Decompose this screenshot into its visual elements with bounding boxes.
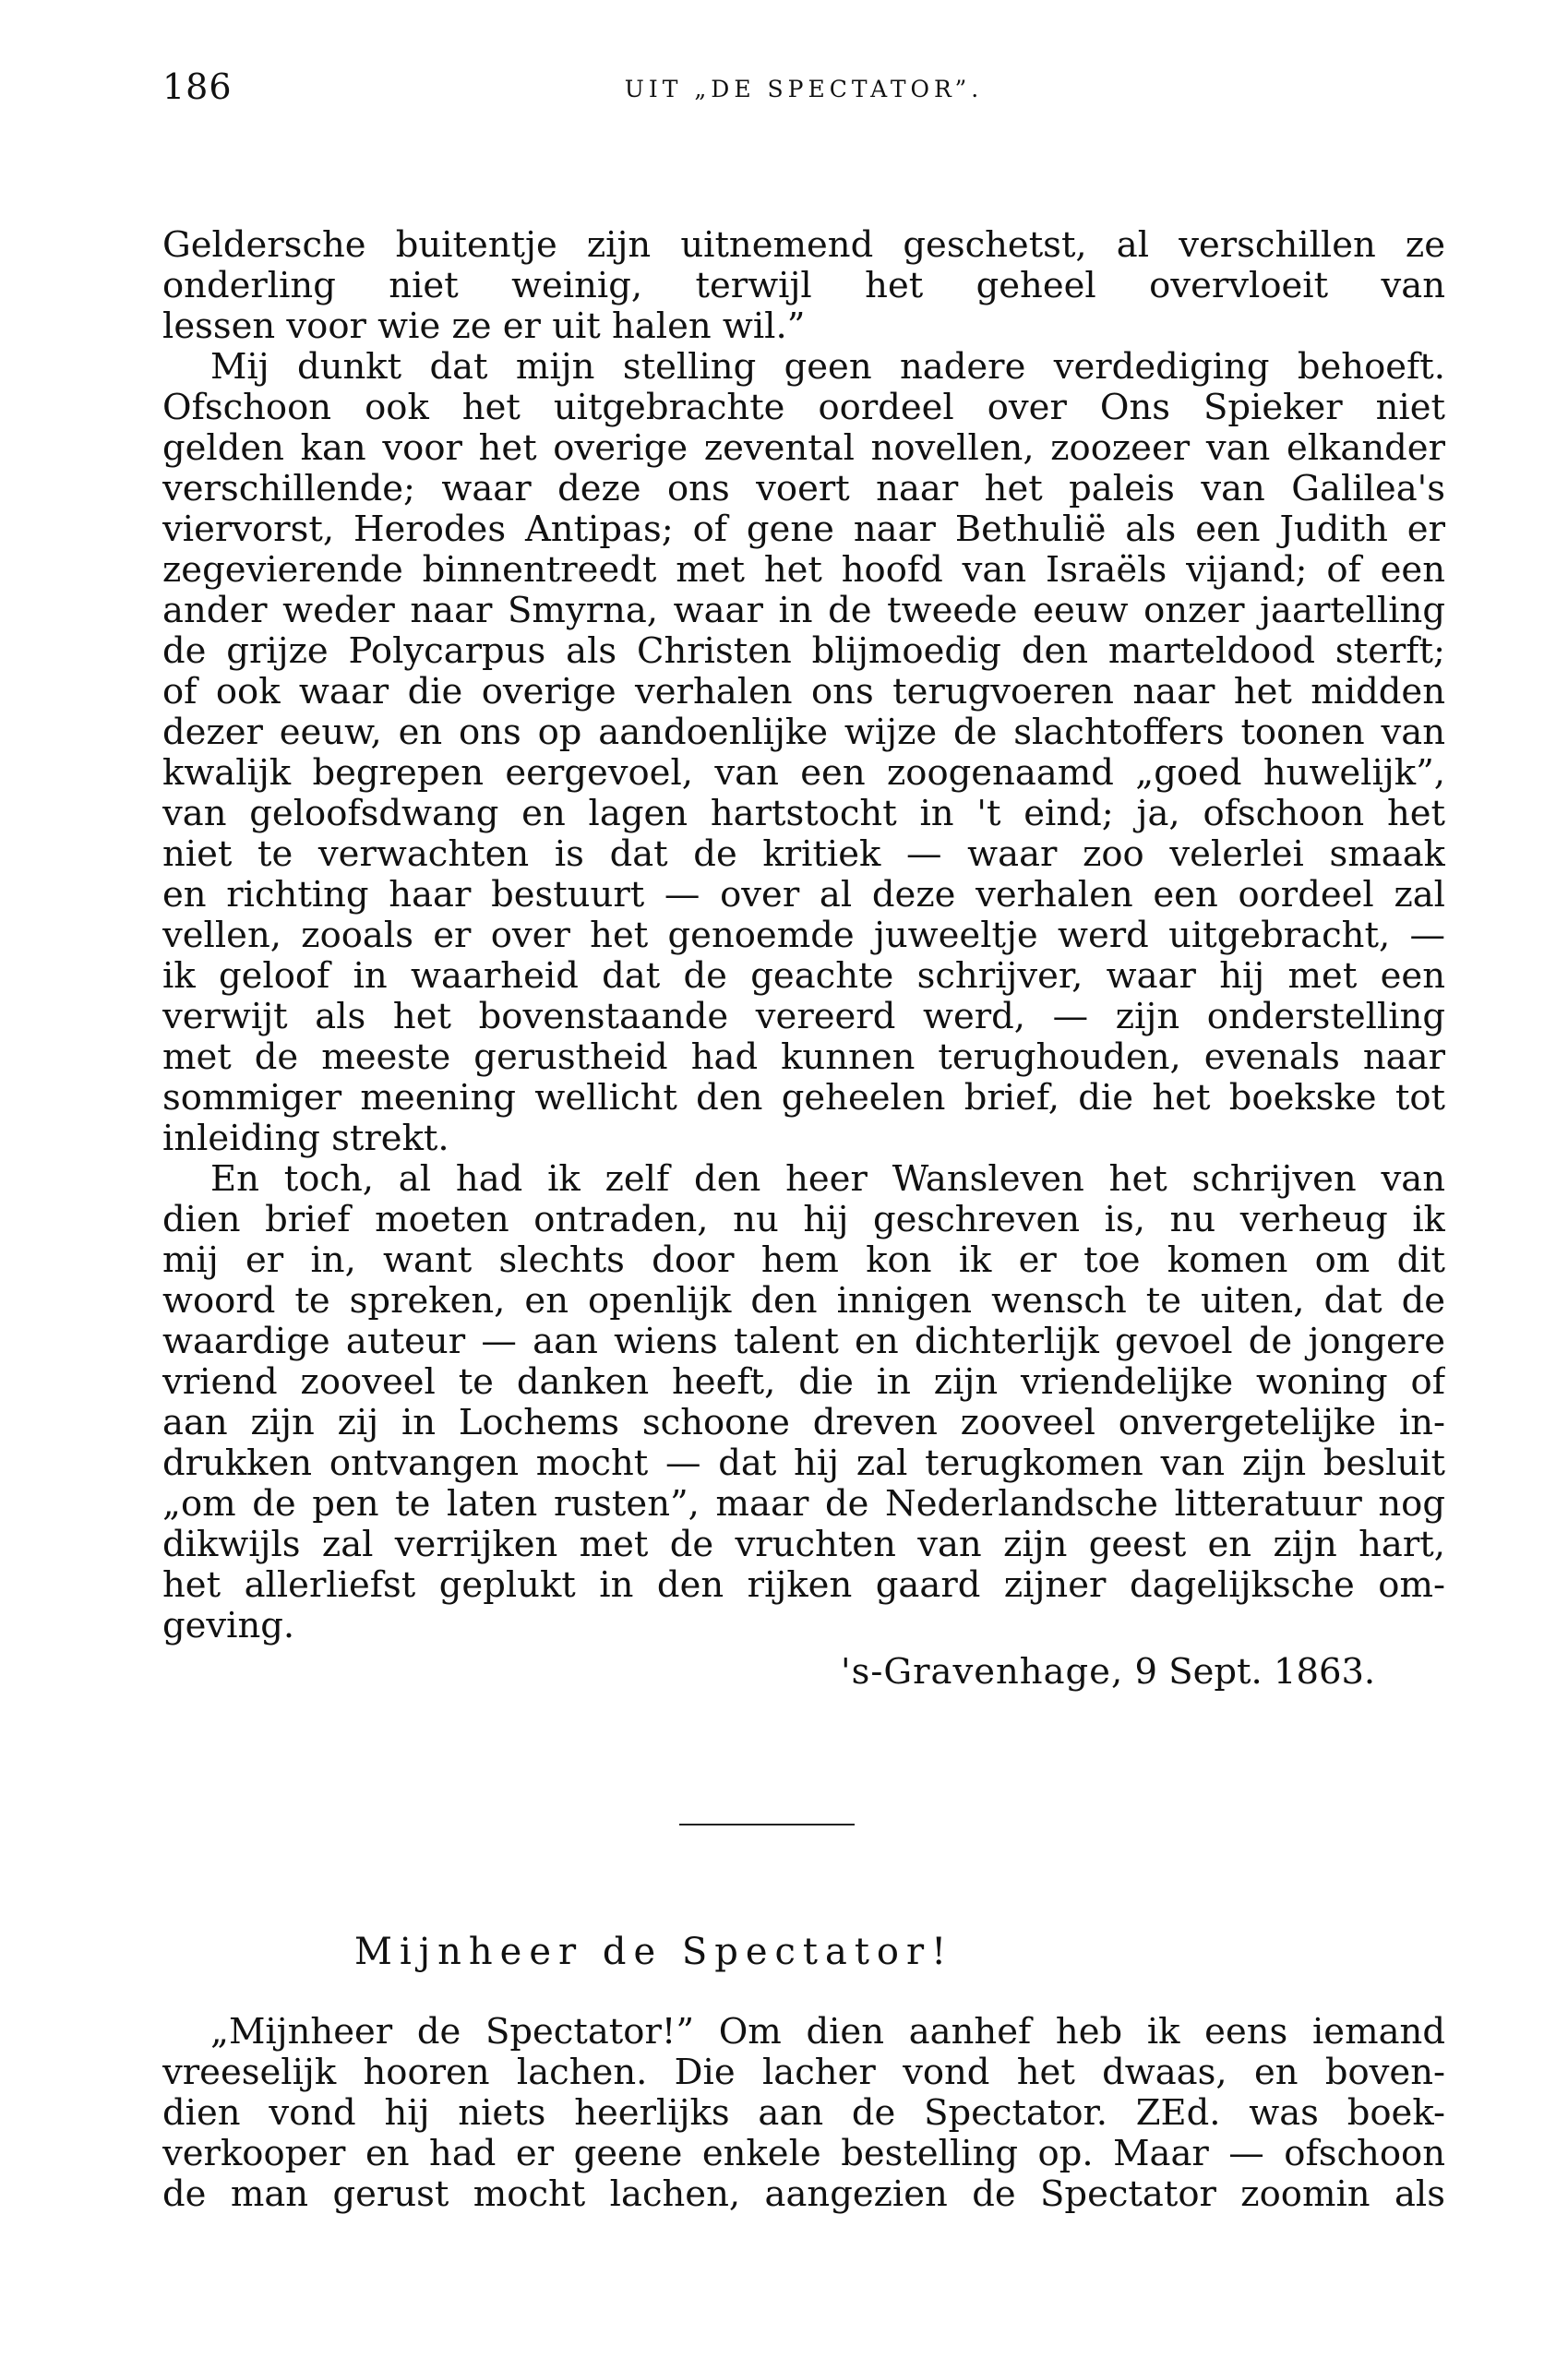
section-heading: Mijnheer de Spectator! [354, 1931, 954, 1973]
text-line: zegevierende binnentreedt met het hoofd van Israëls vijand; of een [162, 550, 1445, 591]
letter-text [162, 2012, 1445, 2215]
text-line: verwijt als het bovenstaande vereerd werd, — zijn onderstelling [162, 997, 1445, 1037]
text-line: drukken ontvangen mocht — dat hij zal terugkomen van zijn besluit [162, 1443, 1445, 1484]
text-line: verkooper en had er geene enkele bestelling op. Maar — ofschoon [162, 2134, 1445, 2174]
section-divider [679, 1824, 855, 1825]
text-line: onderling niet weinig, terwijl het geheel overvloeit van [162, 266, 1445, 306]
text-line: ander weder naar Smyrna, waar in de tweede eeuw onzer jaartelling [162, 591, 1445, 631]
text-line: kwalijk begrepen eergevoel, van een zoogenaamd „goed huwelijk”, [162, 753, 1445, 794]
signature-place: 's-Gravenhage, [841, 1651, 1124, 1693]
text-line: vriend zooveel te danken heeft, die in zijn vriendelijke woning of [162, 1362, 1445, 1403]
text-line: geving. [162, 1606, 295, 1646]
text-line: of ook waar die overige verhalen ons terugvoeren naar het midden [162, 672, 1445, 712]
signature-line [162, 1652, 1445, 1693]
text-line: van geloofsdwang en lagen hartstocht in 't eind; ja, ofschoon het [162, 794, 1445, 834]
text-line: „om de pen te laten rusten”, maar de Nederlandsche litteratuur nog [162, 1484, 1445, 1525]
text-line: Mij dunkt dat mijn stelling geen nadere verdediging behoeft. [210, 347, 1445, 388]
text-line: dien brief moeten ontraden, nu hij geschreven is, nu verheug ik [162, 1200, 1445, 1240]
text-line: dien vond hij niets heerlijks aan de Spectator. ZEd. was boek- [162, 2093, 1445, 2134]
text-line: woord te spreken, en openlijk den innigen wensch te uiten, dat de [162, 1281, 1445, 1322]
book-page [162, 55, 1445, 2215]
text-line: sommiger meening wellicht den geheelen brief, die het boekske tot [162, 1078, 1445, 1119]
text-line: vreeselijk hooren lachen. Die lacher vond het dwaas, en boven- [162, 2053, 1445, 2093]
text-line: inleiding strekt. [162, 1119, 449, 1159]
text-line: de man gerust mocht lachen, aangezien de Spectator zoomin als [162, 2174, 1445, 2215]
text-line: het allerliefst geplukt in den rijken gaard zijner dagelijksche om- [162, 1565, 1445, 1606]
text-line: de grijze Polycarpus als Christen blijmoedig den marteldood sterft; [162, 631, 1445, 672]
text-line: ik geloof in waarheid dat de geachte schrijver, waar hij met een [162, 956, 1445, 997]
text-line: viervorst, Herodes Antipas; of gene naar Bethulië als een Judith er [162, 509, 1445, 550]
text-line: waardige auteur — aan wiens talent en dichterlijk gevoel de jongere [162, 1322, 1445, 1362]
text-line: vellen, zooals er over het genoemde juweeltje werd uitgebracht, — [162, 916, 1445, 956]
text-line: En toch, al had ik zelf den heer Wansleven het schrijven van [210, 1159, 1445, 1200]
text-line: gelden kan voor het overige zevental novellen, zoozeer van elkander [162, 428, 1445, 469]
text-line: mij er in, want slechts door hem kon ik er toe komen om dit [162, 1240, 1445, 1281]
text-line: „Mijnheer de Spectator!” Om dien aanhef heb ik eens iemand [210, 2012, 1445, 2053]
text-line: en richting haar bestuurt — over al deze verhalen een oordeel zal [162, 875, 1445, 916]
running-title: UIT „DE SPECTATOR”. [624, 76, 984, 102]
text-line: aan zijn zij in Lochems schoone dreven zooveel onvergetelijke in- [162, 1403, 1445, 1443]
text-line: dezer eeuw, en ons op aandoenlijke wijze de slachtoffers toonen van [162, 712, 1445, 753]
text-line: Geldersche buitentje zijn uitnemend geschetst, al verschillen ze [162, 225, 1445, 266]
page-number: 186 [162, 66, 233, 107]
text-line: verschillende; waar deze ons voert naar het paleis van Galilea's [162, 469, 1445, 509]
page-header [162, 55, 1445, 129]
text-line: met de meeste gerustheid had kunnen terughouden, evenals naar [162, 1037, 1445, 1078]
text-line: Ofschoon ook het uitgebrachte oordeel over Ons Spieker niet [162, 388, 1445, 428]
main-text [162, 225, 1445, 1646]
signature-date: 9 Sept. 1863. [1134, 1651, 1376, 1693]
text-line: niet te verwachten is dat de kritiek — waar zoo velerlei smaak [162, 834, 1445, 875]
text-line: dikwijls zal verrijken met de vruchten van zijn geest en zijn hart, [162, 1525, 1445, 1565]
text-line: lessen voor wie ze er uit halen wil.” [162, 306, 806, 347]
